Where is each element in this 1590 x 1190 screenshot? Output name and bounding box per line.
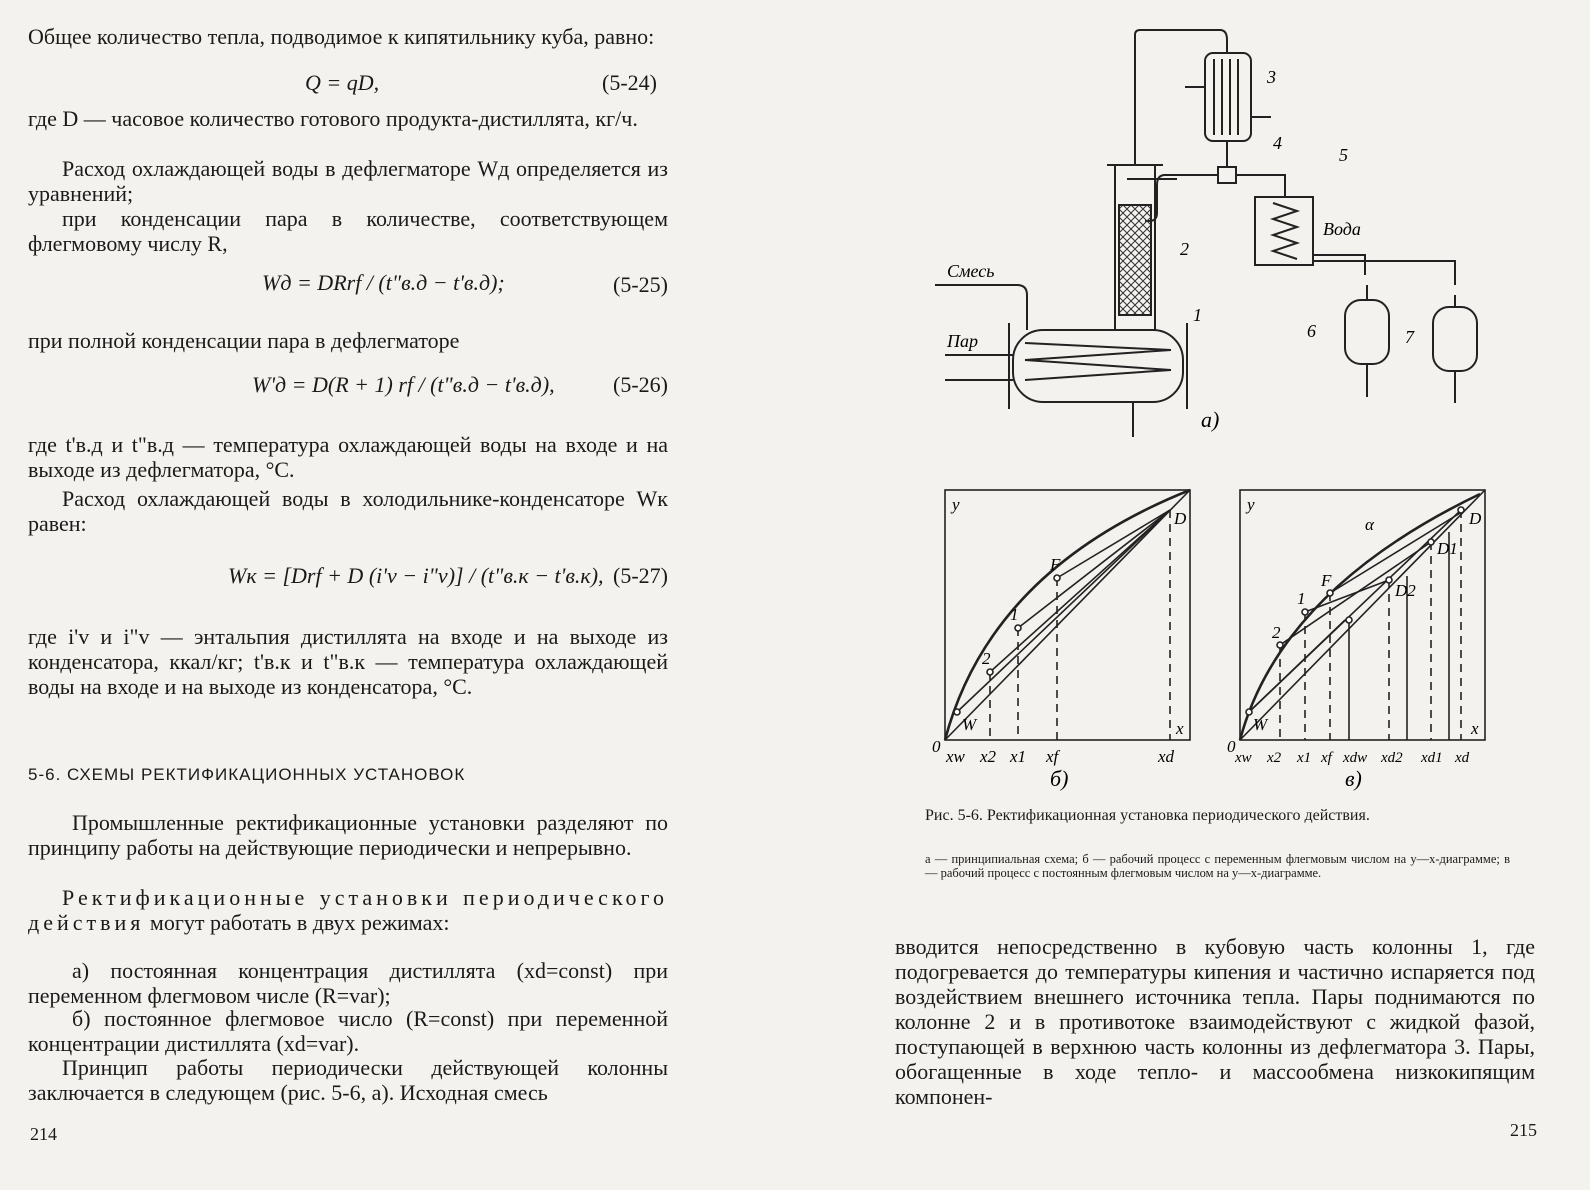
equation-number-5-24: (5-24) xyxy=(602,70,657,95)
tick-xw: xw xyxy=(946,747,965,766)
paragraph-heat-total: Общее количество тепла, подводимое к кипятильнику куба, равно: xyxy=(28,24,655,49)
tick-x2: x2 xyxy=(1267,750,1282,766)
point-2-label: 2 xyxy=(1272,623,1281,642)
right-page xyxy=(795,0,1590,1190)
tick-x2: x2 xyxy=(980,747,997,766)
point-d-label: D xyxy=(1469,509,1482,528)
paragraph-industrial-units: Промышленные ректификационные установки разделяют по принципу работы на действующие периодически и непрерывно. xyxy=(28,810,668,860)
origin-label: 0 xyxy=(932,737,941,756)
axis-label-y: y xyxy=(1247,495,1255,514)
point-f-label: F xyxy=(1050,555,1061,574)
label-6: 6 xyxy=(1307,321,1316,341)
formula-5-27: Wк = [Drf + D (i'v − i"v)] / (t"в.к − t'в.к), xyxy=(228,563,604,588)
origin-label: 0 xyxy=(1227,737,1236,756)
point-d-label: D xyxy=(1174,509,1187,528)
tick-x1: x1 xyxy=(1010,747,1027,766)
paragraph-condenser-water: Расход охлаждающей воды в холодильнике-конденсаторе Wк равен: xyxy=(28,486,668,536)
paragraph-full-condensation: при полной конденсации пара в дефлегматоре xyxy=(28,328,460,353)
point-w-label: W xyxy=(1253,715,1268,734)
formula-5-24: Q = qD, xyxy=(305,70,380,95)
equation-number-5-26: (5-26) xyxy=(613,372,668,397)
tick-x1: x1 xyxy=(1297,750,1312,766)
figure-a-schematic xyxy=(935,25,1575,445)
label-1: 1 xyxy=(1193,305,1202,325)
page-number-right: 215 xyxy=(1510,1120,1537,1140)
formula-5-25: Wд = DRrf / (t"в.д − t'в.д); xyxy=(262,270,505,295)
paragraph-partial-condensation: при конденсации пара в количестве, соответствующем флегмовому числу R, xyxy=(28,206,668,256)
tick-xf: xf xyxy=(1046,747,1059,766)
label-panel-b: б) xyxy=(1050,766,1069,791)
point-1-label: 1 xyxy=(1010,605,1019,624)
label-panel-v: в) xyxy=(1345,766,1362,791)
point-2-label: 2 xyxy=(982,649,991,668)
figure-legend: а — принципиальная схема; б — рабочий процесс с переменным флегмовым числом на y—x-диаграмме; в — рабочий процесс с постоянным флегмовым числом на y—x-диаграмме. xyxy=(925,852,1510,880)
tick-xd: xd xyxy=(1455,750,1470,766)
schematic-lines xyxy=(935,30,1477,437)
point-1-label: 1 xyxy=(1297,589,1306,608)
label-panel-a: а) xyxy=(1201,407,1220,432)
label-water: Вода xyxy=(1323,219,1361,239)
equation-number-5-25: (5-25) xyxy=(613,272,668,297)
axis-label-x: x xyxy=(1176,719,1184,738)
label-mix: Смесь xyxy=(947,261,995,281)
point-f-label: F xyxy=(1321,571,1332,590)
paragraph-mode-b: б) постоянное флегмовое число (R=const) при переменной концентрации дистиллята (xd=var). xyxy=(28,1006,668,1056)
paragraph-mode-a: а) постоянная концентрация дистиллята (xd=const) при переменном флегмовом числе (R=var); xyxy=(28,958,668,1008)
modes-tail: могут работать в двух режимах: xyxy=(144,910,450,935)
paragraph-dephlegmator-water: Расход охлаждающей воды в дефлегматоре Wд определяется из уравнений; xyxy=(28,156,668,206)
tick-xw: xw xyxy=(1235,750,1252,766)
tick-xd: xd xyxy=(1158,747,1175,766)
tick-xdw: xdw xyxy=(1343,750,1368,766)
section-heading: 5-6. СХЕМЫ РЕКТИФИКАЦИОННЫХ УСТАНОВОК xyxy=(28,765,466,784)
label-3: 3 xyxy=(1267,67,1276,87)
figure-v-diagram xyxy=(1225,480,1500,795)
figure-b-diagram xyxy=(930,480,1205,795)
label-7: 7 xyxy=(1405,327,1414,347)
formula-5-26: W'д = D(R + 1) rf / (t"в.д − t'в.д), xyxy=(252,372,555,397)
paragraph-continuation: вводится непосредственно в кубовую часть колонны 1, где подогревается до температуры кипения и частично испаряется под воздействием внешнего источника тепла. Пары поднимаются по колонне 2 и в противотоке взаимодействуют с жидкой фазой, поступающей в верхнюю часть колонны из дефлегматора 3. Пары, обогащенные в ходе тепло- и массообмена низкокипящим компонен- xyxy=(895,934,1535,1109)
label-5: 5 xyxy=(1339,145,1348,165)
tick-xd2: xd2 xyxy=(1381,750,1403,766)
paragraph-d-definition: где D — часовое количество готового продукта-дистиллята, кг/ч. xyxy=(28,106,638,131)
figure-caption: Рис. 5-6. Ректификационная установка периодического действия. xyxy=(925,807,1370,824)
paragraph-dephlegmator-temperatures: где t'в.д и t"в.д — температура охлаждающей воды на входе и на выходе из дефлегматора, °С. xyxy=(28,432,668,482)
page-number-left: 214 xyxy=(30,1124,57,1144)
spaced-term: Ректификационные установки периодического действия xyxy=(28,885,668,935)
equation-number-5-27: (5-27) xyxy=(613,563,668,588)
point-w-label: W xyxy=(962,715,977,734)
paragraph-principle: Принцип работы периодически действующей колонны заключается в следующем (рис. 5-6, а). Исходная смесь xyxy=(28,1055,668,1105)
tick-xd1: xd1 xyxy=(1421,750,1443,766)
alpha-label: α xyxy=(1365,515,1374,534)
label-steam: Пар xyxy=(947,331,978,351)
axis-label-y: y xyxy=(952,495,960,514)
paragraph-enthalpy: где i'v и i"v — энтальпия дистиллята на входе и на выходе из конденсатора, ккал/кг; t'в.к и t"в.к — температура охлаждающей воды на входе и на выходе из конденсатора, °С. xyxy=(28,624,668,699)
diagonal-line xyxy=(945,490,1190,740)
axis-label-x: x xyxy=(1471,719,1479,738)
paragraph-modes xyxy=(28,885,668,935)
label-2: 2 xyxy=(1180,239,1189,259)
point-d1-label: D1 xyxy=(1437,539,1458,558)
tick-xf: xf xyxy=(1321,750,1332,766)
label-4: 4 xyxy=(1273,133,1282,153)
point-d2-label: D2 xyxy=(1395,581,1416,600)
